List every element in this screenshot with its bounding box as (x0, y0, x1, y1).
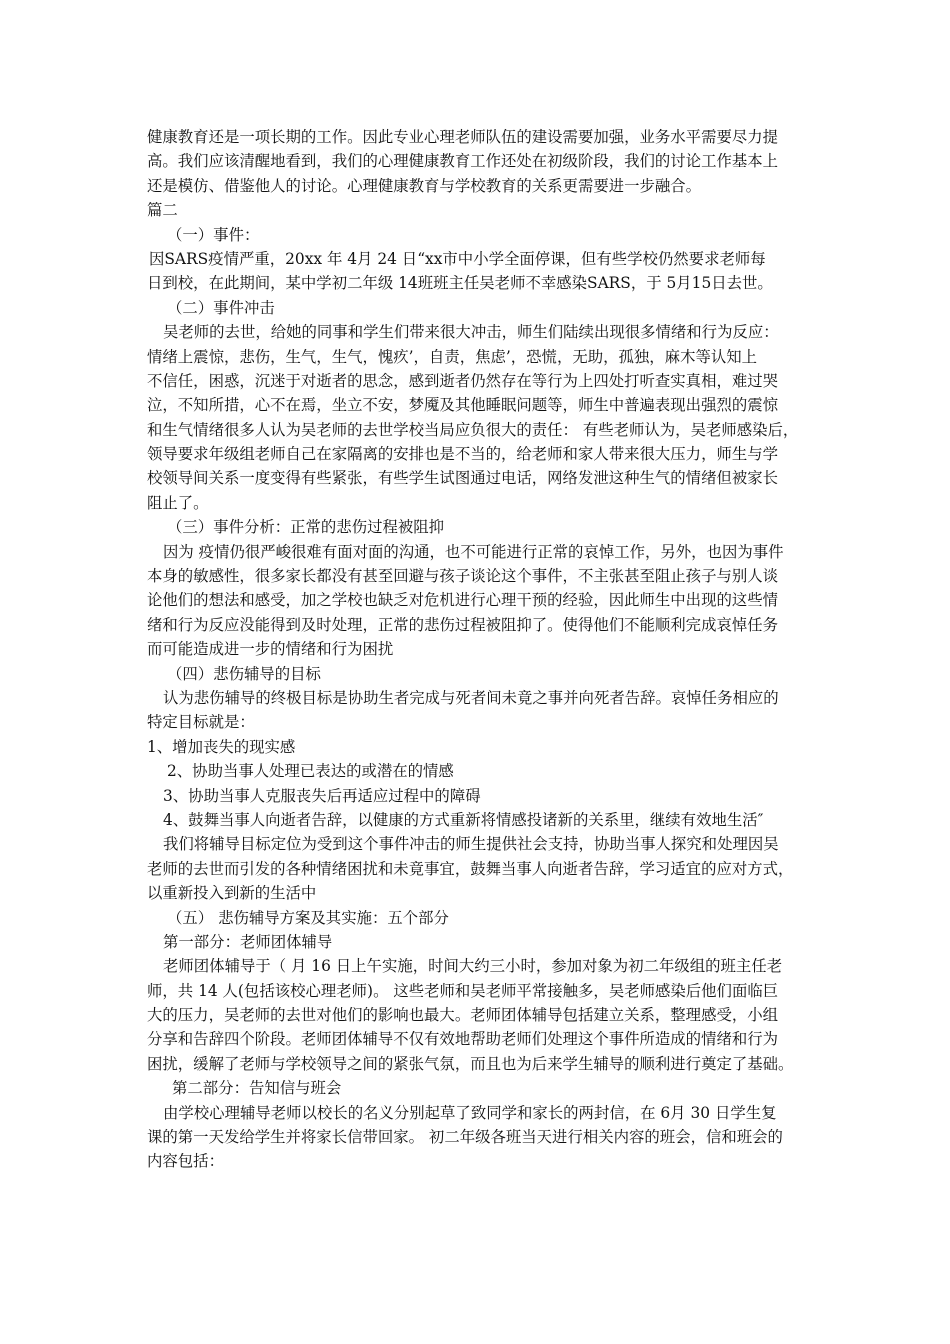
text-line: 困扰，缓解了老师与学校领导之间的紧张气氛，而且也为后来学生辅导的顺利进行奠定了基础。 (147, 1054, 794, 1073)
text-line: 论他们的想法和感受，加之学校也缺乏对危机进行心理干预的经验，因此师生中出现的这些情 (147, 591, 779, 610)
text-line: （五） 悲伤辅导方案及其实施：五个部分 (167, 908, 449, 927)
text-line: 大的压力，吴老师的去世对他们的影响也最大。老师团体辅导包括建立关系，整理感受，小组 (147, 1006, 779, 1025)
text-line: （二）事件冲击 (167, 298, 275, 317)
text-line: 由学校心理辅导老师以校长的名义分别起草了致同学和家长的两封信，在 6月 30 日学生复 (163, 1103, 777, 1122)
text-line: 还是模仿、借鉴他人的讨论。心理健康教育与学校教育的关系更需要进一步融合。 (147, 176, 702, 195)
text-line: （一）事件： (167, 225, 260, 244)
text-line: 2、协助当事人处理已表达的或潜在的情感 (167, 762, 454, 781)
text-line: 老师的去世而引发的各种情绪困扰和未竟事宜，鼓舞当事人向逝者告辞，学习适宜的应对方式， (147, 859, 794, 878)
text-line: 领导要求年级组老师自己在家隔离的安排也是不当的，给老师和家人带来很大压力，师生与学 (147, 445, 779, 464)
text-line: 本身的敏感性，很多家长都没有甚至回避与孩子谈论这个事件，不主张甚至阻止孩子与别人谈 (147, 567, 779, 586)
text-line: 4、鼓舞当事人向逝者告辞，以健康的方式重新将情感投诸新的关系里，继续有效地生活″ (163, 810, 764, 829)
text-line: 和生气情绪很多人认为吴老师的去世学校当局应负很大的责任： 有些老师认为，吴老师感染后， (147, 420, 799, 439)
text-line: 篇二 (147, 201, 178, 220)
text-line: （四）悲伤辅导的目标 (167, 664, 321, 683)
text-line: 高。我们应该清醒地看到，我们的心理健康教育工作还处在初级阶段，我们的讨论工作基本上 (147, 152, 779, 171)
text-line: 分享和告辞四个阶段。老师团体辅导不仅有效地帮助老师们处理这个事件所造成的情绪和行为 (147, 1030, 779, 1049)
text-line: 绪和行为反应没能得到及时处理，正常的悲伤过程被阻抑了。使得他们不能顺利完成哀悼任务 (147, 615, 779, 634)
text-line: 第二部分：告知信与班会 (172, 1079, 342, 1098)
text-line: 老师团体辅导于（ 月 16 日上午实施，时间大约三小时，参加对象为初二年级组的班主任老 (163, 957, 783, 976)
text-line: 以重新投入到新的生活中 (147, 884, 317, 903)
text-line: 课的第一天发给学生并将家长信带回家。 初二年级各班当天进行相关内容的班会，信和班会的 (147, 1128, 783, 1147)
document-body (147, 125, 815, 1174)
text-line: 因SARS疫情严重，20xx 年 4月 24 日“xx市中小学全面停课，但有些学校仍然要求老师每 (149, 249, 766, 268)
text-line: 因为 疫情仍很严峻很难有面对面的沟通，也不可能进行正常的哀悼工作，另外，也因为事件 (163, 542, 784, 561)
text-line: 1、增加丧失的现实感 (147, 737, 296, 756)
text-line: 阻止了。 (147, 493, 209, 512)
text-line: 第一部分：老师团体辅导 (163, 932, 333, 951)
text-line: 特定目标就是： (147, 713, 255, 732)
text-line: 健康教育还是一项长期的工作。因此专业心理老师队伍的建设需要加强，业务水平需要尽力提 (147, 128, 779, 146)
text-line: 3、协助当事人克服丧失后再适应过程中的障碍 (163, 786, 481, 805)
text-line: 师，共 14 人(包括该校心理老师)。 这些老师和吴老师平常接触多，吴老师感染后他们面临巨 (147, 981, 779, 1000)
text-line: 日到校，在此期间，某中学初二年级 14班班主任吴老师不幸感染SARS，于 5月15日去世。 (147, 274, 773, 293)
text-line: 我们将辅导目标定位为受到这个事件冲击的师生提供社会支持，协助当事人探究和处理因吴 (163, 835, 779, 854)
text-line: 内容包括： (147, 1152, 224, 1171)
text-line: 认为悲伤辅导的终极目标是协助生者完成与死者间未竟之事并向死者告辞。哀悼任务相应的 (163, 688, 779, 707)
text-line: （三）事件分析：正常的悲伤过程被阻抑 (167, 518, 445, 537)
text-line: 而可能造成进一步的情绪和行为困扰 (147, 640, 394, 659)
text-line: 校领导间关系一度变得有些紧张，有些学生试图通过电话，网络发泄这种生气的情绪但被家长 (147, 469, 779, 488)
text-line: 泣，不知所措，心不在焉，坐立不安，梦魇及其他睡眠问题等，师生中普遍表现出强烈的震惊 (147, 396, 779, 415)
text-line: 情绪上震惊，悲伤，生气，生气，愧疚’，自责，焦虑’，恐慌，无助，孤独，麻木等认知上 (147, 347, 758, 366)
text-line: 吴老师的去世，给她的同事和学生们带来很大冲击，师生们陆续出现很多情绪和行为反应： (163, 323, 779, 342)
text-line: 不信任，困惑，沉迷于对逝者的思念，感到逝者仍然存在等行为上四处打听查实真相，难过哭 (147, 371, 779, 390)
